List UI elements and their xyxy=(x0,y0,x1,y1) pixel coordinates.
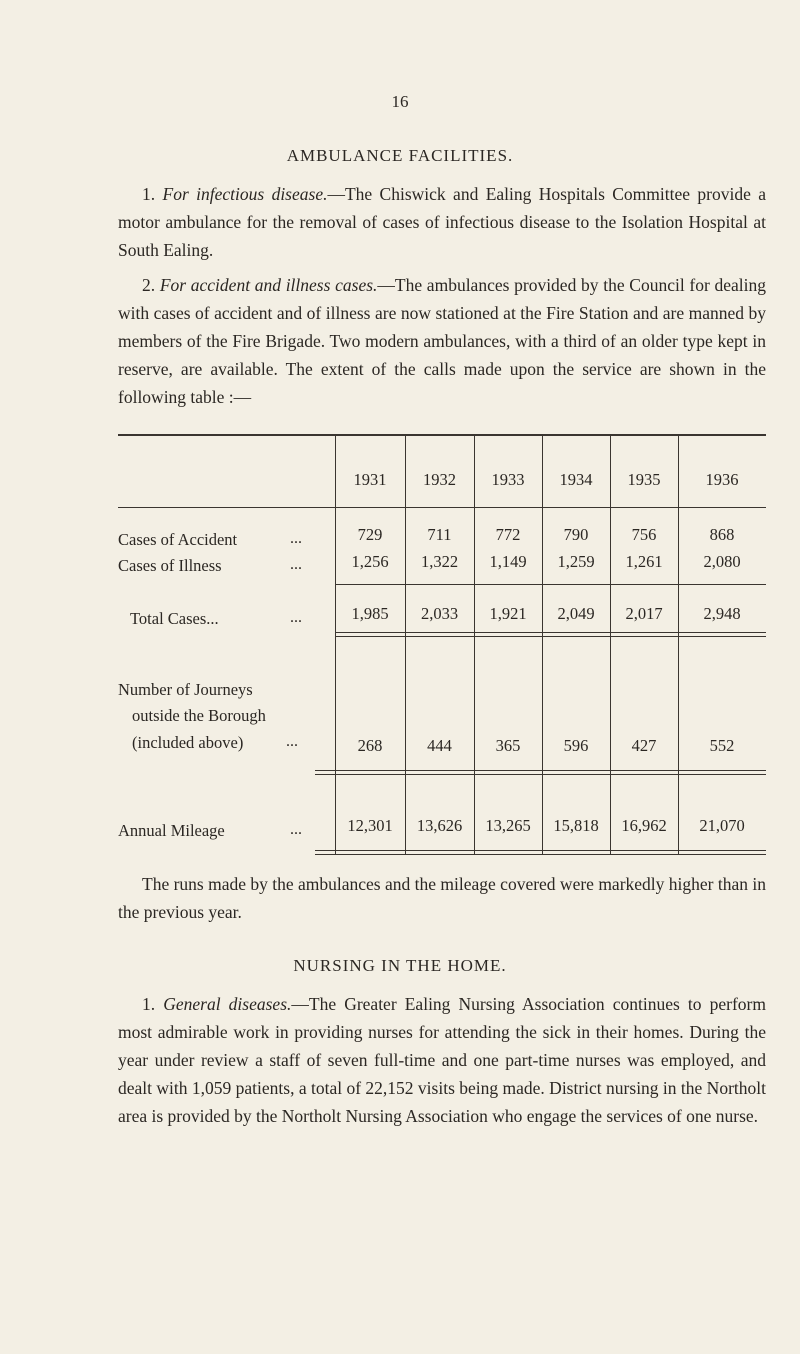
table-cell: 1,256 xyxy=(351,552,389,571)
table-cell: 1,261 xyxy=(625,552,663,571)
table-journeys-rule-1 xyxy=(315,770,766,771)
table-cell: 444 xyxy=(427,736,452,755)
table-col-separator xyxy=(335,436,336,854)
paragraph-number: 1. xyxy=(142,994,156,1014)
table-cell: 365 xyxy=(495,736,521,755)
table-col-separator xyxy=(610,436,611,854)
table-header-year: 1931 xyxy=(353,470,387,489)
row-leader-dots: ... xyxy=(286,733,298,750)
table-header-year: 1935 xyxy=(627,470,661,489)
table-cell: 2,017 xyxy=(625,604,663,623)
paragraph-text: —The Greater Ealing Nursing Association continues to perform most admirable work in providing nurses for attending the sick in their homes. During the year under review a staff of seven full-time and one part-time nurses was employed, and dealt with 1,059 patients, a total of 22,152 visits being made. District nursing in the Northolt area is provided by the Northolt Nursing Association who engage the services of one nurse. xyxy=(118,994,766,1126)
table-header-year: 1936 xyxy=(705,470,739,489)
row-label-journeys-line3: (included above) xyxy=(132,733,244,752)
row-label-mileage: Annual Mileage xyxy=(118,821,225,840)
table-header-year: 1932 xyxy=(423,470,456,489)
paragraph-number: 2. xyxy=(142,275,156,295)
table-cell: 12,301 xyxy=(347,816,393,835)
table-header-rule xyxy=(118,507,766,508)
table-cell: 1,921 xyxy=(489,604,527,623)
section-heading-nursing: NURSING IN THE HOME. xyxy=(293,956,507,975)
table-subtotal-rule xyxy=(335,584,766,585)
page-number: 16 xyxy=(391,92,409,111)
table-cell: 15,818 xyxy=(553,816,599,835)
paragraph-italic-heading: For infectious disease. xyxy=(162,184,328,204)
table-cell: 427 xyxy=(631,736,657,755)
table-cell: 772 xyxy=(495,525,521,544)
row-label-accident: Cases of Accident xyxy=(118,530,238,549)
table-cell: 729 xyxy=(357,525,383,544)
section-heading-ambulance: AMBULANCE FACILITIES. xyxy=(286,146,514,165)
paragraph-text: —The ambulances provided by the Council for dealing with cases of accident and of illness are now stationed at the Fire Station and are manned by members of the Fire Brigade. Two modern ambulances, with a third of an older type kept in reserve, are available. The extent of the calls made upon the service are shown in the following table :— xyxy=(118,275,767,407)
row-label-journeys-line1: Number of Journeys xyxy=(118,680,253,699)
row-label-journeys-line2: outside the Borough xyxy=(132,706,266,725)
table-cell: 1,149 xyxy=(489,552,527,571)
row-leader-dots: ... xyxy=(290,821,302,838)
table-cell: 2,948 xyxy=(703,604,741,623)
table-cell: 596 xyxy=(563,736,589,755)
row-leader-dots: ... xyxy=(290,530,302,547)
table-bottom-rule-1 xyxy=(315,850,766,851)
table-total-rule-1 xyxy=(335,632,766,633)
table-total-rule-2 xyxy=(335,636,766,637)
paragraph-italic-heading: For accident and illness cases. xyxy=(159,275,378,295)
paragraph-number: 1. xyxy=(142,184,156,204)
table-cell: 1,985 xyxy=(351,604,389,623)
table-cell: 2,080 xyxy=(703,552,741,571)
table-top-rule xyxy=(118,434,766,436)
table-cell: 2,033 xyxy=(420,604,459,623)
table-cell: 1,259 xyxy=(557,552,595,571)
table-cell: 1,322 xyxy=(420,552,459,571)
paragraph-text: —The Chiswick and Ealing Hospitals Committee provide a motor ambulance for the removal of cases of infectious disease to the Isolation Hospital at South Ealing. xyxy=(118,184,767,260)
table-cell: 13,626 xyxy=(416,816,463,835)
row-leader-dots: ... xyxy=(290,556,302,573)
table-col-separator xyxy=(474,436,475,854)
table-journeys-rule-2 xyxy=(315,774,766,775)
paragraph-italic-heading: General diseases. xyxy=(163,994,292,1014)
row-label-total: Total Cases... xyxy=(130,609,219,628)
table-cell: 268 xyxy=(357,736,383,755)
table-cell: 16,962 xyxy=(621,816,667,835)
row-label-illness: Cases of Illness xyxy=(118,556,222,575)
table-cell: 13,265 xyxy=(485,816,531,835)
table-cell: 790 xyxy=(563,525,589,544)
table-bottom-rule-2 xyxy=(315,854,766,855)
table-cell: 552 xyxy=(709,736,735,755)
table-cell: 2,049 xyxy=(557,604,595,623)
table-cell: 868 xyxy=(709,525,735,544)
table-header-year: 1934 xyxy=(559,470,593,489)
table-cell: 21,070 xyxy=(699,816,745,835)
paragraph-general-diseases xyxy=(118,990,766,1130)
paragraph-runs-summary xyxy=(118,870,766,926)
paragraph-text: The runs made by the ambulances and the mileage covered were markedly higher than in the previous year. xyxy=(118,874,766,922)
row-leader-dots: ... xyxy=(290,609,302,626)
table-cell: 756 xyxy=(631,525,657,544)
table-col-separator xyxy=(542,436,543,854)
table-col-separator xyxy=(405,436,406,854)
table-cell: 711 xyxy=(427,525,452,544)
table-header-year: 1933 xyxy=(491,470,525,489)
table-col-separator xyxy=(678,436,679,854)
